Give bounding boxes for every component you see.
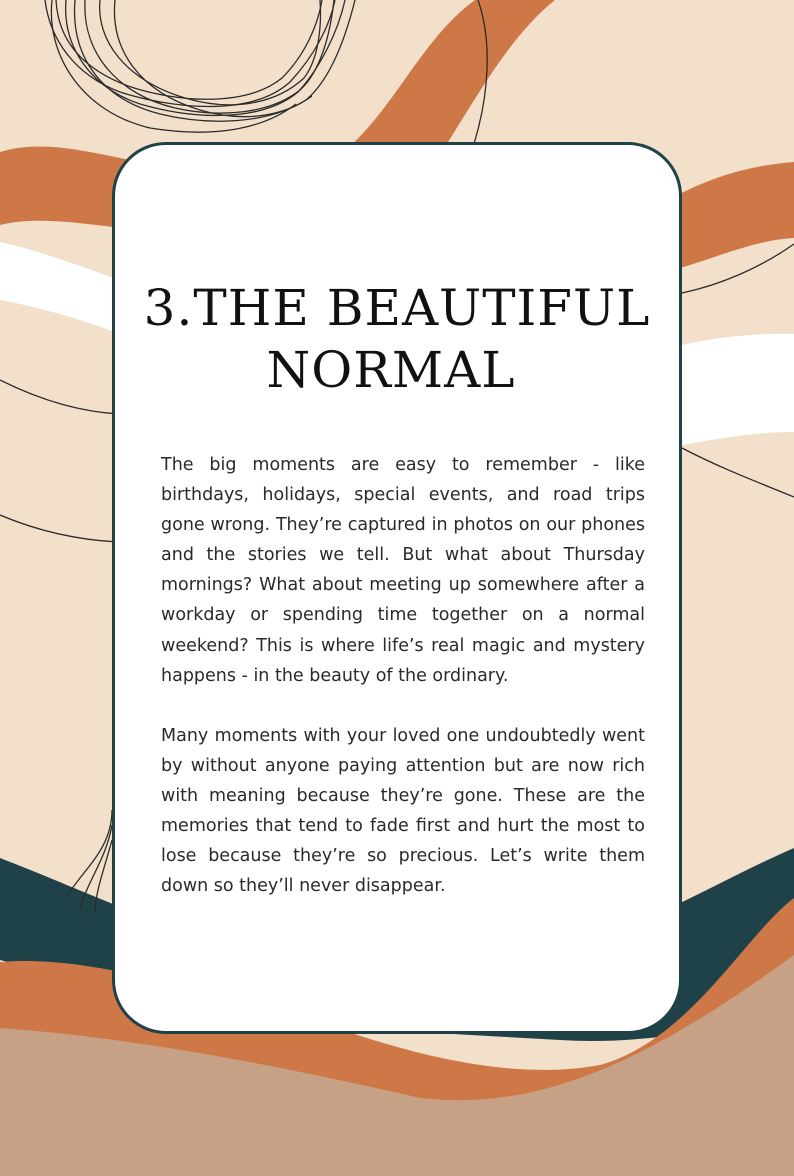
paragraph-1: The big moments are easy to remember - like birthdays, holidays, special events, and road trips gone wrong. They’re captured in photos on our phones and the stories we tell. But what about Thursday mornings? What about meeting up somewhere after a workday or spending time together on a normal weekend? This is where life’s real magic and mystery happens - in the beauty of the ordinary. (161, 455, 645, 686)
page-title (115, 277, 679, 401)
title-line-1: 3.THE BEAUTIFUL (143, 279, 651, 337)
content-card (112, 142, 682, 1034)
white-band-right (682, 334, 794, 445)
paragraph-2: Many moments with your loved one undoubtedly went by without anyone paying attention but are now rich with meaning because they’re gone. These are the memories that tend to fade first and hurt the most to lose because they’re so precious. Let’s write them down so they’ll never disappear. (161, 725, 645, 897)
title-line-2: NORMAL (266, 341, 516, 399)
body-text (161, 450, 645, 931)
